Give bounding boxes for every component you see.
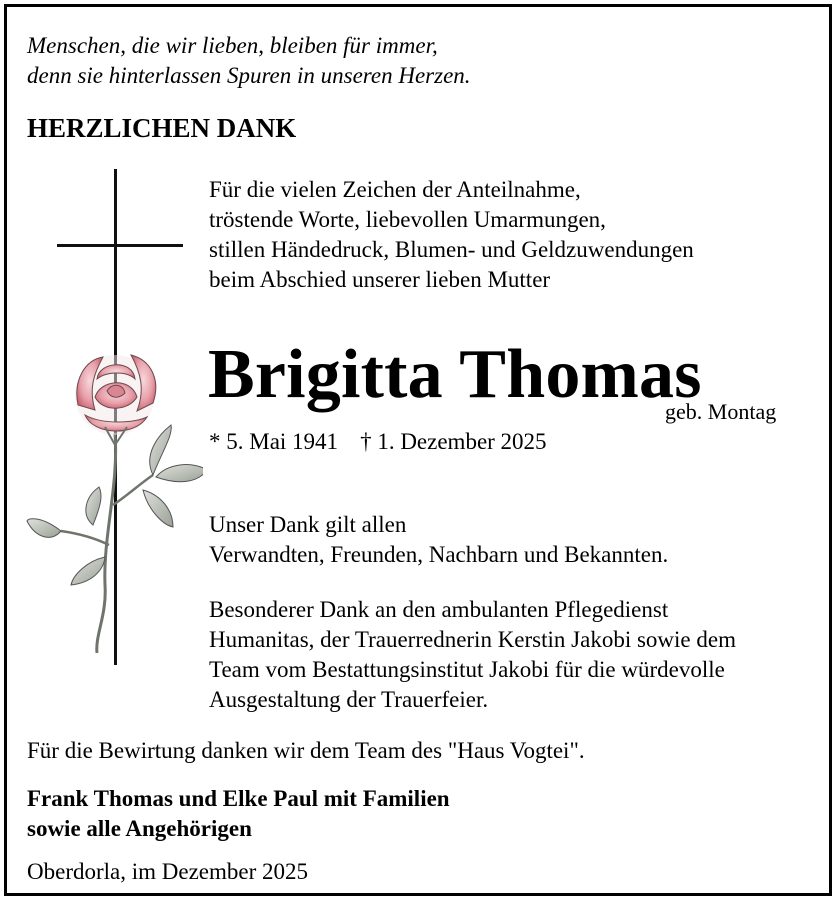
signers <box>27 784 450 844</box>
motto-line: denn sie hinterlassen Spuren in unseren Herzen. <box>27 63 471 88</box>
intro-line: stillen Händedruck, Blumen- und Geldzuwendungen <box>209 237 694 262</box>
intro-line: tröstende Worte, liebevollen Umarmungen, <box>209 207 606 232</box>
intro-text <box>209 175 694 295</box>
birth-date: * 5. Mai 1941 <box>209 429 339 454</box>
intro-line: beim Abschied unserer lieben Mutter <box>209 267 551 292</box>
thanks-line: Humanitas, der Trauerrednerin Kerstin Jakobi sowie dem <box>209 627 736 652</box>
death-date: † 1. Dezember 2025 <box>360 429 547 454</box>
motto-line: Menschen, die wir lieben, bleiben für immer, <box>27 33 438 58</box>
birth-name: geb. Montag <box>665 399 777 424</box>
thanks-line: Besonderer Dank an den ambulanten Pflegedienst <box>209 597 669 622</box>
place-date: Oberdorla, im Dezember 2025 <box>27 859 309 884</box>
heading: HERZLICHEN DANK <box>27 113 297 143</box>
motto-quote <box>27 31 471 91</box>
cross-with-rose-icon <box>23 165 203 665</box>
signer-line: sowie alle Angehörigen <box>27 816 252 841</box>
general-thanks <box>209 510 668 570</box>
intro-line: Für die vielen Zeichen der Anteilnahme, <box>209 177 581 202</box>
life-dates <box>209 429 547 455</box>
thanks-line: Unser Dank gilt allen <box>209 512 407 537</box>
deceased-name: Brigitta Thomas <box>208 336 702 413</box>
catering-thanks: Für die Bewirtung danken wir dem Team des "Haus Vogtei". <box>27 738 585 763</box>
thanks-line: Verwandten, Freunden, Nachbarn und Bekannten. <box>209 542 669 567</box>
thanks-line: Team vom Bestattungsinstitut Jakobi für die würdevolle <box>209 657 725 682</box>
thanks-line: Ausgestaltung der Trauerfeier. <box>209 687 489 712</box>
special-thanks <box>209 595 736 715</box>
signer-line: Frank Thomas und Elke Paul mit Familien <box>27 786 450 811</box>
obituary-card <box>4 4 832 896</box>
